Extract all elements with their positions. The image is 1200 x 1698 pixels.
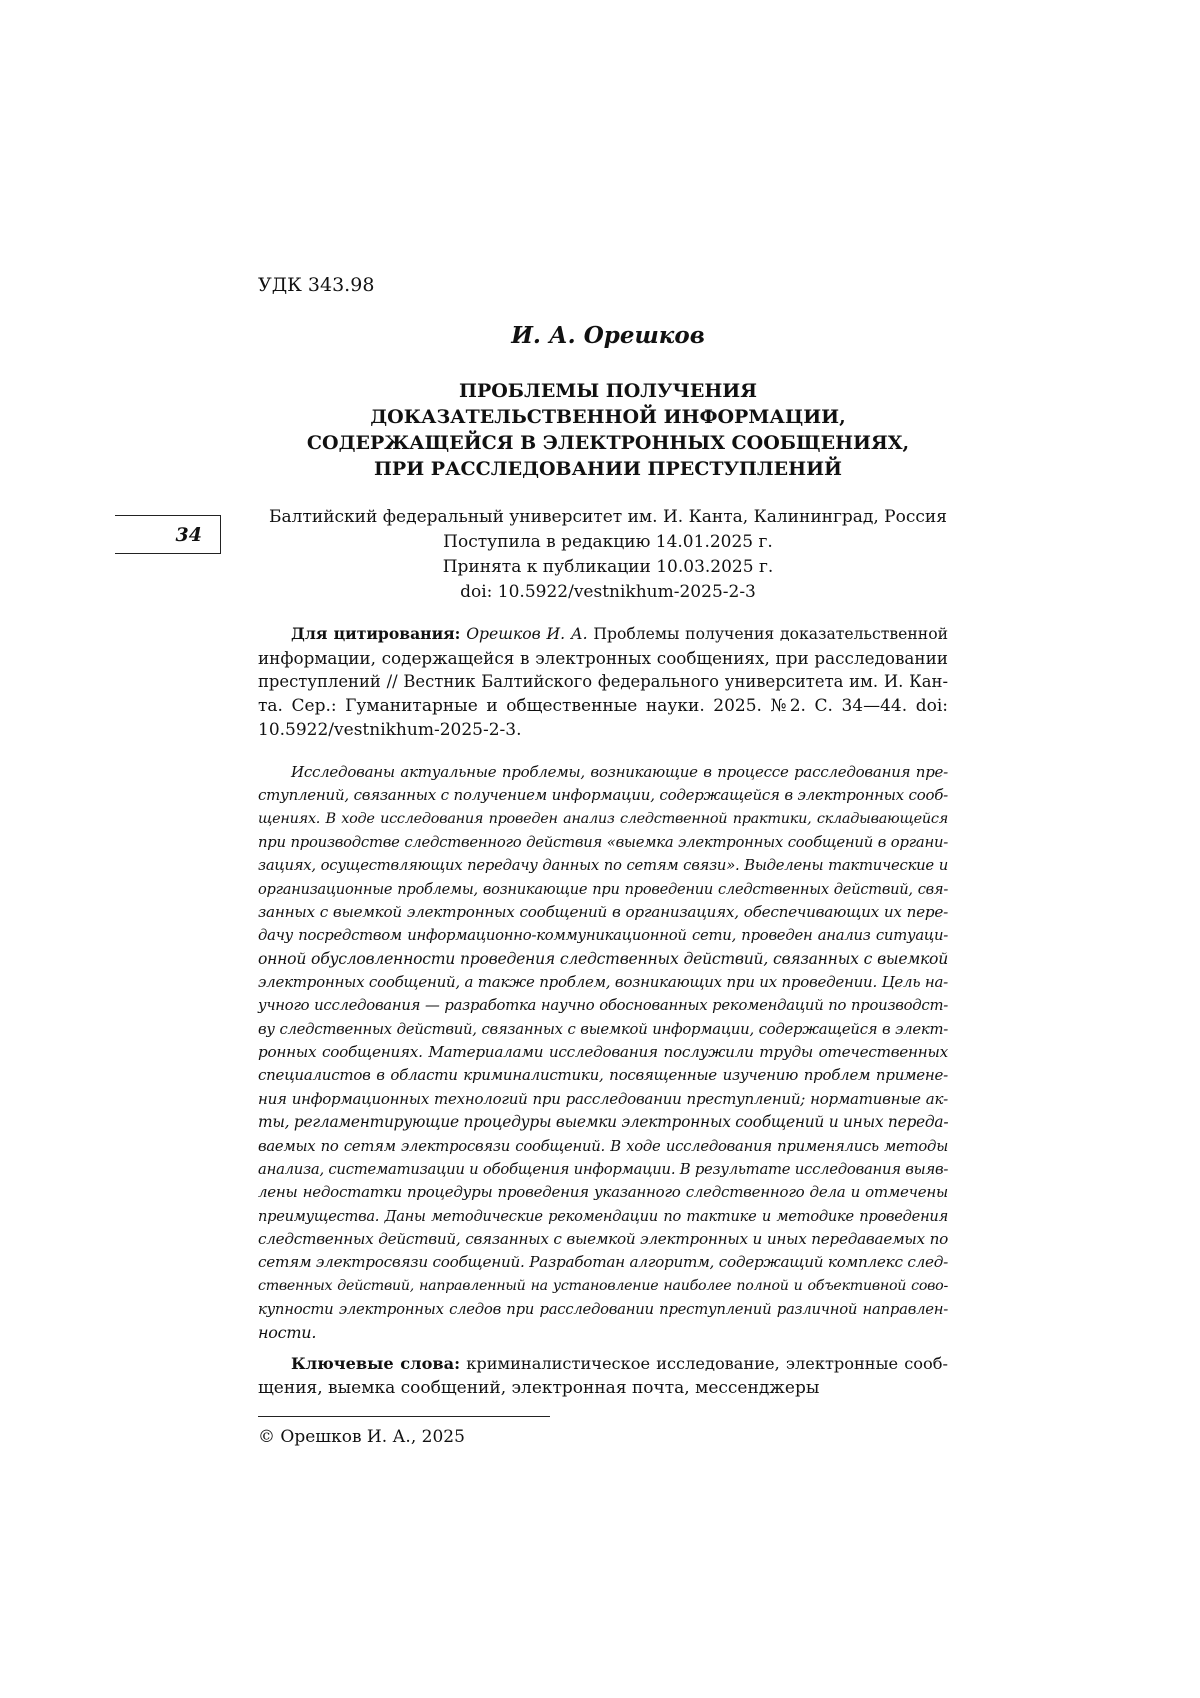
citation-line: та. Сер.: Гуманитарные и общественные науки. 2025. №2. С. 34—44. doi: [258,696,948,716]
received-date: Поступила в редакцию 14.01.2025 г. [443,532,773,552]
abstract-line: дачу посредством информационно-коммуникационной сети, проведен анализ ситуаци- [258,927,948,945]
abstract-line: следственных действий, связанных с выемкой электронных и иных передаваемых по [258,1229,948,1248]
abstract-line: лены недостатки процедуры проведения указанного следственного дела и отмечены [258,1183,948,1202]
abstract-line: Исследованы актуальные проблемы, возникающие в процессе расследования пре- [291,763,948,781]
affiliation: Балтийский федеральный университет им. И. Канта, Калининград, Россия [269,507,947,527]
abstract-line: ты, регламентирующие процедуры выемки электронных сообщений и иных переда- [258,1113,949,1132]
article-title [258,378,958,482]
citation-label: Для цитирования: [291,624,461,643]
title-line: ДОКАЗАТЕЛЬСТВЕННОЙ ИНФОРМАЦИИ, [370,406,846,428]
copyright: © Орешков И. А., 2025 [258,1427,465,1447]
citation-title-start: Проблемы получения доказательственной [593,625,948,643]
abstract-line: ности. [258,1323,317,1343]
abstract-line: ву следственных действий, связанных с выемкой информации, содержащейся в элект- [258,1020,948,1038]
keywords-line: щения, выемка сообщений, электронная почта, мессенджеры [258,1378,820,1398]
abstract-line: ступлений, связанных с получением информации, содержащейся в электронных сооб- [258,786,948,805]
page-number-box [115,515,221,554]
footnote-divider [258,1416,550,1417]
abstract-line: организационные проблемы, возникающие при проведении следственных действий, свя- [258,880,948,898]
keywords-block [258,1351,948,1401]
accepted-date: Принята к публикации 10.03.2025 г. [442,557,774,577]
page-number: 34 [175,524,202,546]
citation-author: Орешков И. А. [466,625,588,643]
abstract-line: при производстве следственного действия «выемка электронных сообщений в органи- [258,834,948,852]
doi: doi: 10.5922/vestnikhum-2025-2-3 [460,582,756,602]
citation-line: преступлений // Вестник Балтийского федерального университета им. И. Кан- [258,672,948,691]
abstract-line: ваемых по сетям электросвязи сообщений. В ходе исследования применялись методы [258,1137,948,1155]
abstract-line: электронных сообщений, а также проблем, возникающих при их проведении. Цель на- [258,973,948,992]
citation-line: информации, содержащейся в электронных сообщениях, при расследовании [258,648,948,668]
abstract-line: купности электронных следов при расследовании преступлений различной направлен- [258,1300,948,1318]
abstract [258,761,948,1345]
abstract-line: сетям электросвязи сообщений. Разработан алгоритм, содержащий комплекс след- [258,1253,948,1272]
abstract-line: преимущества. Даны методические рекомендации по тактике и методике проведения [258,1207,948,1225]
abstract-line: анализа, систематизации и обобщения информации. В результате исследования выяв- [258,1160,949,1178]
abstract-line: занных с выемкой электронных сообщений в организациях, обеспечивающих их пере- [258,903,948,922]
abstract-line: онной обусловленности проведения следственных действий, связанных с выемкой [258,949,948,968]
abstract-line: ния информационных технологий при расследовании преступлений; нормативные ак- [258,1089,948,1108]
abstract-line: щениях. В ходе исследования проведен анализ следственной практики, складывающейся [258,810,948,827]
abstract-line: учного исследования — разработка научно обоснованных рекомендаций по производст- [258,997,948,1015]
citation-line: 10.5922/vestnikhum-2025-2-3. [258,720,522,740]
citation-block [258,622,948,742]
keywords-label: Ключевые слова: [291,1354,461,1373]
title-line: ПРОБЛЕМЫ ПОЛУЧЕНИЯ [459,380,757,402]
udk-code: УДК 343.98 [258,274,375,296]
abstract-line: ронных сообщениях. Материалами исследования послужили труды отечественных [258,1043,948,1062]
keywords-line [258,1351,948,1376]
citation-line [258,622,948,646]
abstract-line: специалистов в области криминалистики, посвященные изучению проблем примене- [258,1066,948,1085]
title-line: СОДЕРЖАЩЕЙСЯ В ЭЛЕКТРОННЫХ СООБЩЕНИЯХ, [306,432,910,454]
title-line: ПРИ РАССЛЕДОВАНИИ ПРЕСТУПЛЕНИЙ [373,458,842,480]
keywords-text-start: криминалистическое исследование, электронные сооб- [466,1354,948,1373]
abstract-line: зациях, осуществляющих передачу данных по сетям связи». Выделены тактические и [258,857,948,875]
abstract-line: ственных действий, направленный на установление наиболее полной и объективной сово- [258,1277,948,1294]
article-author: И. А. Орешков [511,322,705,349]
article-meta [258,505,958,605]
